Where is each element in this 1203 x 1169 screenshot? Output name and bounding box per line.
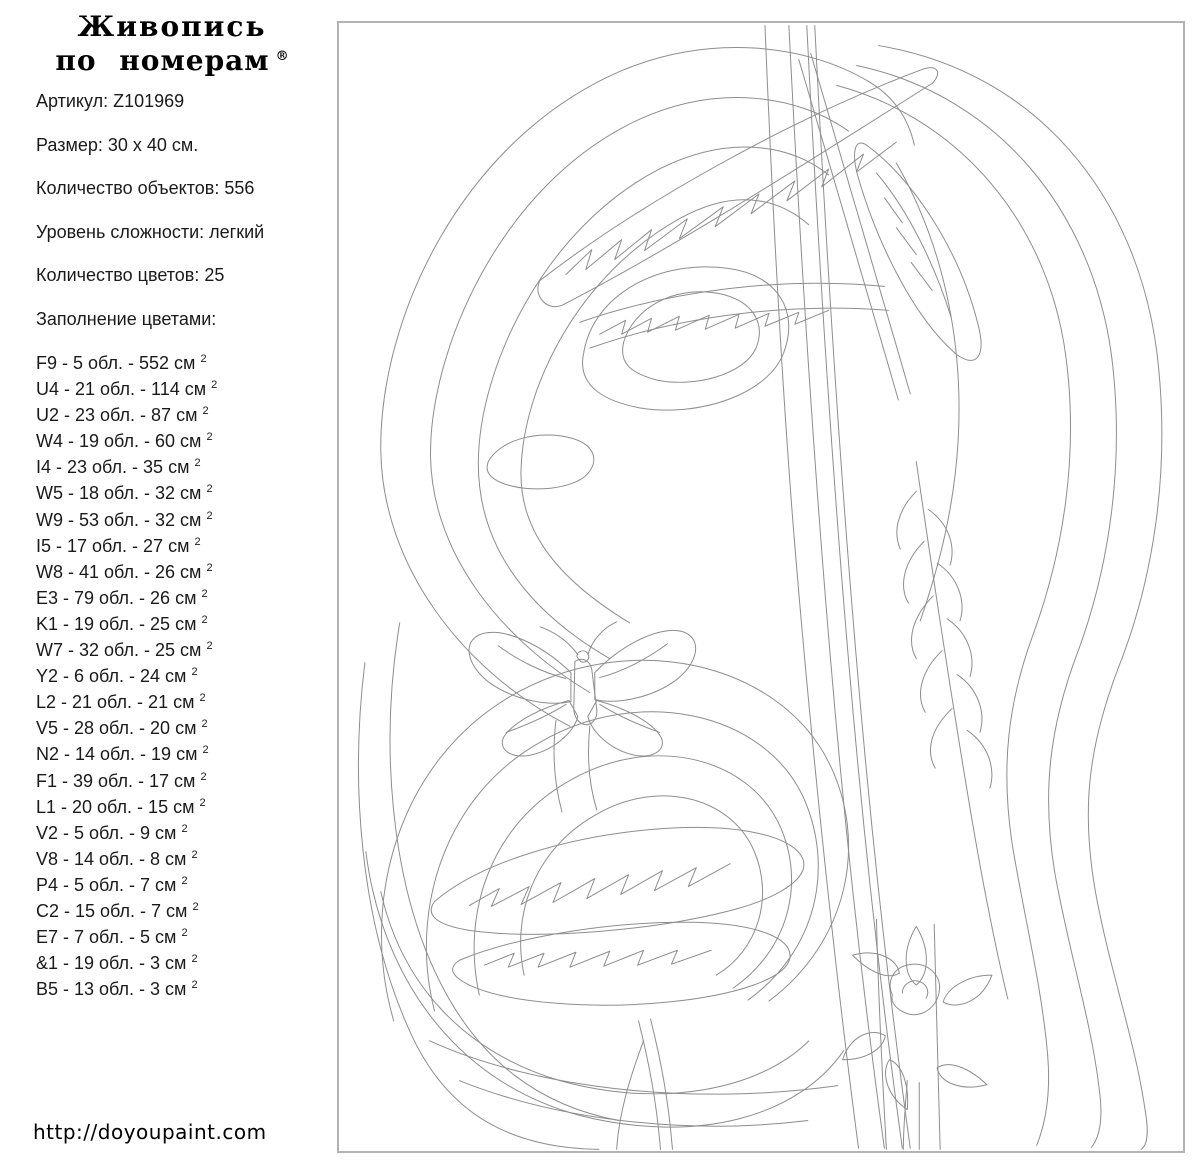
color-line: V5 - 28 обл. - 20 см $^2$ bbox=[36, 718, 208, 739]
color-list bbox=[36, 348, 217, 1000]
color-line: E7 - 7 обл. - 5 см $^2$ bbox=[36, 927, 188, 948]
stem-lines bbox=[765, 26, 910, 1149]
superscript-2: 2 bbox=[206, 561, 213, 574]
color-line: V8 - 14 обл. - 8 см $^2$ bbox=[36, 848, 198, 869]
mound-contours bbox=[359, 623, 849, 1150]
butterfly bbox=[469, 622, 696, 756]
color-line: W8 - 41 обл. - 26 см $^2$ bbox=[36, 561, 213, 582]
color-line: W4 - 19 обл. - 60 см $^2$ bbox=[36, 431, 213, 452]
website-url[interactable]: http://doyoupaint.com bbox=[33, 1120, 267, 1144]
superscript-2: 2 bbox=[199, 692, 206, 705]
article-number: Артикул: Z101969 bbox=[36, 91, 185, 111]
bottom-contours bbox=[430, 1019, 838, 1149]
serrated-leaf-top bbox=[538, 68, 938, 307]
color-line: W7 - 32 обл. - 25 см $^2$ bbox=[36, 640, 213, 661]
superscript-2: 2 bbox=[201, 587, 208, 600]
paint-by-numbers-outline-drawing bbox=[339, 23, 1183, 1151]
color-line: L1 - 20 обл. - 15 см $^2$ bbox=[36, 796, 206, 817]
superscript-2: 2 bbox=[202, 405, 209, 418]
color-line: B5 - 13 обл. - 3 см $^2$ bbox=[36, 979, 198, 1000]
superscript-2: 2 bbox=[200, 770, 207, 783]
superscript-2: 2 bbox=[191, 666, 198, 679]
daffodil-flower bbox=[843, 926, 992, 1109]
color-line: I5 - 17 обл. - 27 см $^2$ bbox=[36, 535, 201, 556]
canvas-frame bbox=[337, 21, 1185, 1153]
superscript-2: 2 bbox=[206, 431, 213, 444]
superscript-2: 2 bbox=[201, 613, 208, 626]
serrated-band-middle bbox=[580, 283, 889, 348]
brand-logo-line2 bbox=[22, 44, 322, 77]
color-line: P4 - 5 обл. - 7 см $^2$ bbox=[36, 874, 188, 895]
color-line: L2 - 21 обл. - 21 см $^2$ bbox=[36, 692, 206, 713]
color-line: U4 - 21 обл. - 114 см $^2$ bbox=[36, 379, 218, 400]
superscript-2: 2 bbox=[194, 457, 201, 470]
superscript-2: 2 bbox=[200, 353, 207, 365]
superscript-2: 2 bbox=[191, 848, 198, 861]
superscript-2: 2 bbox=[181, 822, 188, 835]
color-line: C2 - 15 обл. - 7 см $^2$ bbox=[36, 900, 199, 921]
superscript-2: 2 bbox=[206, 483, 213, 496]
superscript-2: 2 bbox=[191, 979, 198, 992]
objects-count: Количество объектов: 556 bbox=[36, 178, 255, 198]
color-line: Y2 - 6 обл. - 24 см $^2$ bbox=[36, 666, 198, 687]
superscript-2: 2 bbox=[211, 379, 218, 392]
color-line: N2 - 14 обл. - 19 см $^2$ bbox=[36, 744, 209, 765]
color-line: K1 - 19 обл. - 25 см $^2$ bbox=[36, 613, 208, 634]
color-line: F9 - 5 обл. - 552 см $^2$ bbox=[36, 353, 207, 373]
color-line: V2 - 5 обл. - 9 см $^2$ bbox=[36, 822, 188, 843]
color-line: W5 - 18 обл. - 32 см $^2$ bbox=[36, 483, 213, 504]
superscript-2: 2 bbox=[181, 927, 188, 940]
brand-logo bbox=[22, 10, 322, 77]
wheat-ear-leaf bbox=[897, 462, 1008, 999]
superscript-2: 2 bbox=[191, 953, 198, 966]
color-line: E3 - 79 обл. - 26 см $^2$ bbox=[36, 587, 208, 608]
superscript-2: 2 bbox=[194, 535, 201, 548]
brand-logo-line1: Живопись bbox=[77, 10, 267, 43]
superscript-2: 2 bbox=[202, 744, 209, 757]
color-line: &1 - 19 обл. - 3 см $^2$ bbox=[36, 953, 198, 974]
superscript-2: 2 bbox=[201, 718, 208, 731]
superscript-2: 2 bbox=[181, 874, 188, 887]
right-edge-contours bbox=[837, 46, 1162, 1150]
color-line: U2 - 23 обл. - 87 см $^2$ bbox=[36, 405, 209, 426]
superscript-2: 2 bbox=[206, 509, 213, 522]
registered-trademark-symbol: ® bbox=[275, 48, 289, 64]
fill-colors-header: Заполнение цветами: bbox=[36, 308, 217, 329]
colors-count: Количество цветов: 25 bbox=[36, 265, 225, 285]
superscript-2: 2 bbox=[206, 640, 213, 653]
brand-logo-line2-text: по номерам bbox=[55, 44, 270, 77]
superscript-2: 2 bbox=[199, 796, 206, 809]
color-line: I4 - 23 обл. - 35 см $^2$ bbox=[36, 457, 201, 478]
color-line: W9 - 53 обл. - 32 см $^2$ bbox=[36, 509, 213, 530]
color-line: F1 - 39 обл. - 17 см $^2$ bbox=[36, 770, 207, 791]
size-info: Размер: 30 x 40 см. bbox=[36, 134, 199, 155]
product-details bbox=[36, 92, 264, 353]
superscript-2: 2 bbox=[192, 900, 199, 913]
difficulty-level: Уровень сложности: легкий bbox=[36, 221, 265, 242]
